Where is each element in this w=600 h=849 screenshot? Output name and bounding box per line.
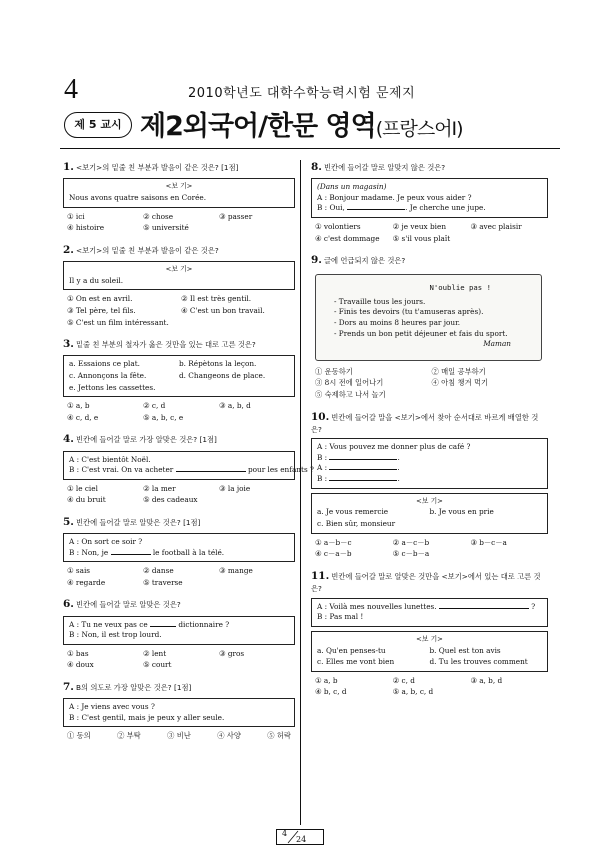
question-3 xyxy=(63,337,295,423)
dialogue-line: A : Je viens avec vous ? xyxy=(69,702,155,712)
option[interactable]: ⑤ c－b－a xyxy=(392,549,430,559)
question-1 xyxy=(63,160,295,234)
note-line: - Travaille tous les jours. xyxy=(334,296,426,306)
option[interactable]: ① On est en avril. xyxy=(67,294,133,304)
question-prompt: 빈칸에 들어갈 말을 <보기>에서 찾아 순서대로 바르게 배열한 것은? xyxy=(311,412,539,434)
page-number: 4 xyxy=(64,74,78,105)
option[interactable]: ⑤ des cadeaux xyxy=(143,495,198,505)
box-label: <보 기> xyxy=(165,182,193,191)
question-prompt: 빈칸에 들어갈 말로 알맞은 것만을 <보기>에서 있는 대로 고른 것은? xyxy=(311,571,541,594)
question-number: 10. xyxy=(311,410,330,423)
note-line: - Dors au moins 8 heures par jour. xyxy=(334,318,461,328)
option[interactable]: ③ mange xyxy=(219,566,253,576)
option[interactable]: ⑤ a, b, c, d xyxy=(392,687,434,697)
option[interactable]: ④ c－a－b xyxy=(315,549,352,559)
box-label: <보 기> xyxy=(416,496,443,505)
option[interactable]: ③ b－c－a xyxy=(470,537,507,547)
option[interactable]: ① volontiers xyxy=(315,221,361,231)
note-line: - Prends un bon petit déjeuner et fais du sport. xyxy=(334,328,508,338)
option[interactable]: ④ regarde xyxy=(67,577,106,587)
example-box xyxy=(63,178,295,207)
option[interactable]: ② 부탁 xyxy=(117,731,141,741)
option[interactable]: ② danse xyxy=(143,566,174,576)
blank xyxy=(329,480,397,481)
example-box xyxy=(63,261,295,290)
note-signature: Maman xyxy=(483,339,511,349)
dialogue-line: A : C'est bientôt Noël. xyxy=(69,454,151,464)
left-column xyxy=(63,160,314,751)
option[interactable]: ⑤ court xyxy=(143,660,172,670)
question-number: 2. xyxy=(63,243,74,256)
question-6 xyxy=(63,597,295,671)
box-item: a. Essaions ce plat. xyxy=(69,359,140,369)
footer-page: 4 xyxy=(282,829,288,838)
option[interactable]: ④ 아침 챙겨 먹기 xyxy=(431,378,489,388)
choice: c. Bien sûr, monsieur xyxy=(317,519,396,529)
question-prompt: B의 의도로 가장 알맞은 것은? [1점] xyxy=(75,682,192,692)
dialogue-line: B : . xyxy=(317,474,400,484)
dialogue-line: A : On sort ce soir ? xyxy=(69,537,143,547)
option[interactable]: ④ C'est un bon travail. xyxy=(181,306,265,316)
blank xyxy=(329,469,397,470)
option[interactable]: ④ b, c, d xyxy=(315,687,347,697)
dialogue-line: B : C'est vrai. On va acheter pour les enfants ? xyxy=(69,465,314,475)
example-box xyxy=(63,355,295,397)
question-number: 9. xyxy=(311,254,322,267)
box-item: c. Annonçons la fête. xyxy=(69,370,147,380)
question-number: 1. xyxy=(63,161,74,173)
question-number: 6. xyxy=(63,598,74,611)
box-label: <보 기> xyxy=(416,634,443,643)
options xyxy=(67,731,291,742)
choice: d. Tu les trouves comment xyxy=(429,657,528,667)
option[interactable]: ① bas xyxy=(67,648,89,658)
dialogue-line: B : Oui, . Je cherche une jupe. xyxy=(317,203,486,213)
question-number: 8. xyxy=(311,161,322,173)
box-item: b. Répètons la leçon. xyxy=(179,359,257,369)
option[interactable]: ④ doux xyxy=(67,660,94,670)
dialogue-box xyxy=(311,598,548,627)
choice: a. Qu'en penses-tu xyxy=(317,645,386,655)
option[interactable]: ① a, b xyxy=(67,401,90,411)
dialogue-line: A : . xyxy=(317,463,400,473)
dialogue-line: A : Vous pouvez me donner plus de café ? xyxy=(317,442,471,452)
dialogue-line: B : Non, il est trop lourd. xyxy=(69,630,162,640)
dialogue-box xyxy=(63,616,295,645)
option[interactable]: ⑤ 허락 xyxy=(267,731,291,741)
note-title: N'oublie pas ! xyxy=(429,283,491,293)
note-line: - Finis tes devoirs (tu t'amuseras après). xyxy=(334,307,484,317)
choice: a. Je vous remercie xyxy=(317,507,389,517)
page-footer xyxy=(276,829,324,845)
question-4 xyxy=(63,432,314,506)
option[interactable]: ④ du bruit xyxy=(67,495,106,505)
dialogue-line: B : Non, je le football à la télé. xyxy=(69,547,225,557)
option[interactable]: ① 동의 xyxy=(67,731,91,741)
option[interactable]: ② je veux bien xyxy=(392,221,447,231)
option[interactable]: ③ a, b, d xyxy=(470,675,503,685)
options xyxy=(67,294,295,328)
option[interactable]: ③ a, b, d xyxy=(219,401,251,411)
footer-total: 24 xyxy=(296,835,307,844)
period-badge: 제 5 교시 xyxy=(64,112,132,138)
option[interactable]: ③ Tel père, tel fils. xyxy=(67,306,136,316)
option[interactable]: ③ passer xyxy=(219,211,253,221)
option[interactable]: ② la mer xyxy=(143,483,176,493)
option[interactable]: ① le ciel xyxy=(67,483,98,493)
option[interactable]: ④ histoire xyxy=(67,223,105,233)
option[interactable]: ③ gros xyxy=(219,648,245,658)
subject-main: 제2외국어/한문 영역 xyxy=(140,111,376,142)
option[interactable]: ② Il est très gentil. xyxy=(181,294,252,304)
dialogue-line: A : Tu ne veux pas ce dictionnaire ? xyxy=(69,619,230,629)
option[interactable]: ③ la joie xyxy=(219,483,251,493)
box-item: e. Jettons les cassettes. xyxy=(69,382,156,392)
option[interactable]: ④ c'est dommage xyxy=(315,233,380,243)
option[interactable]: ② c, d xyxy=(392,675,415,685)
question-7 xyxy=(63,680,295,742)
option[interactable]: ③ 비난 xyxy=(167,731,191,741)
option[interactable]: ① sais xyxy=(67,566,91,576)
option[interactable]: ⑤ s'il vous plaît xyxy=(392,233,451,243)
blank xyxy=(176,471,246,472)
option[interactable]: ② chose xyxy=(143,211,174,221)
options xyxy=(67,566,295,588)
choice: b. Quel est ton avis xyxy=(429,645,501,655)
dialogue-line: A : Bonjour madame. Je peux vous aider ? xyxy=(317,192,472,202)
question-number: 11. xyxy=(311,569,330,582)
exam-title: 2010학년도 대학수학능력시험 문제지 xyxy=(188,86,416,101)
question-number: 3. xyxy=(63,338,74,351)
option[interactable]: ④ c, d, e xyxy=(67,412,99,422)
option[interactable]: ② lent xyxy=(143,648,167,658)
question-prompt: 밑줄 친 부분의 철자가 옳은 것만을 있는 대로 고른 것은? xyxy=(75,340,256,350)
question-5 xyxy=(63,515,295,589)
blank xyxy=(347,209,405,210)
option[interactable]: ② a－c－b xyxy=(392,537,430,547)
dialogue-box xyxy=(63,533,295,562)
blank xyxy=(329,459,397,460)
dialogue-box xyxy=(63,451,314,480)
subject-sub: (프랑스어Ⅰ) xyxy=(375,118,463,140)
option[interactable]: ⑤ traverse xyxy=(143,577,183,587)
question-prompt: 빈칸에 들어갈 말로 알맞은 것은? [1점] xyxy=(75,517,201,527)
example-box xyxy=(311,493,548,534)
question-9 xyxy=(311,253,548,400)
example-box xyxy=(311,631,548,672)
right-column xyxy=(311,160,548,707)
blank xyxy=(111,554,151,555)
options xyxy=(67,212,295,234)
option[interactable]: ③ 8시 전에 일어나기 xyxy=(315,378,384,388)
question-prompt: <보기>의 밑줄 친 부분과 발음이 같은 것은? xyxy=(75,245,219,255)
option[interactable]: ⑤ université xyxy=(143,223,189,233)
question-8 xyxy=(311,160,548,244)
box-line: Il y a du soleil. xyxy=(69,275,124,285)
choice: c. Elles me vont bien xyxy=(317,657,395,667)
option[interactable]: ③ avec plaisir xyxy=(470,221,522,231)
options xyxy=(315,538,548,560)
option[interactable]: ① a－b－c xyxy=(315,537,352,547)
options xyxy=(315,367,548,401)
options xyxy=(67,484,295,506)
choice: b. Je vous en prie xyxy=(429,507,494,517)
question-number: 5. xyxy=(63,515,74,528)
question-prompt: 빈칸에 들어갈 말로 알맞지 않은 것은? xyxy=(323,163,446,172)
dialogue-line: B : C'est gentil, mais je peux y aller seule. xyxy=(69,712,225,722)
question-prompt: 빈칸에 들어갈 말로 가장 알맞은 것은? [1점] xyxy=(75,435,217,445)
question-2 xyxy=(63,243,295,328)
dialogue-box xyxy=(311,438,548,488)
blank xyxy=(439,608,529,609)
note-scroll xyxy=(315,274,542,360)
option[interactable]: ② 매일 공부하기 xyxy=(431,366,486,376)
option[interactable]: ① ici xyxy=(67,211,85,221)
option[interactable]: ② c, d xyxy=(143,401,166,411)
options xyxy=(67,649,295,671)
option[interactable]: ⑤ a, b, c, e xyxy=(143,412,184,422)
header-divider xyxy=(60,148,560,149)
question-number: 7. xyxy=(63,680,74,693)
dialogue-context: (Dans un magasin) xyxy=(317,182,387,192)
option[interactable]: ④ 사양 xyxy=(217,731,241,741)
dialogue-line: A : Voilà mes nouvelles lunettes. ? xyxy=(317,601,536,611)
question-prompt: 빈칸에 들어갈 말로 알맞은 것은? xyxy=(75,600,181,610)
dialogue-line: B : . xyxy=(317,452,400,462)
options xyxy=(315,222,548,244)
option[interactable]: ① 운동하기 xyxy=(315,366,353,376)
box-item: d. Changeons de place. xyxy=(179,370,266,380)
dialogue-box xyxy=(63,698,295,727)
option[interactable]: ① a, b xyxy=(315,675,338,685)
options xyxy=(315,676,548,698)
question-10 xyxy=(311,410,548,560)
options xyxy=(67,401,295,423)
blank xyxy=(150,626,176,627)
column-divider xyxy=(300,160,301,825)
box-label: <보 기> xyxy=(165,265,193,274)
question-11 xyxy=(311,569,548,698)
choice-list xyxy=(317,646,542,668)
dialogue-line: B : Pas mal ! xyxy=(317,612,364,622)
question-prompt: 글에 언급되지 않은 것은? xyxy=(323,256,406,266)
option[interactable]: ⑤ C'est un film intéressant. xyxy=(67,317,169,327)
choice-list xyxy=(317,507,542,529)
question-prompt: <보기>의 밑줄 친 부분과 발음이 같은 것은? [1점] xyxy=(75,163,239,172)
option[interactable]: ⑤ 숙제하고 나서 놀기 xyxy=(315,389,386,399)
question-number: 4. xyxy=(63,433,74,446)
subject-title xyxy=(140,104,463,143)
box-line: Nous avons quatre saisons en Corée. xyxy=(69,193,207,203)
dialogue-box xyxy=(311,178,548,218)
